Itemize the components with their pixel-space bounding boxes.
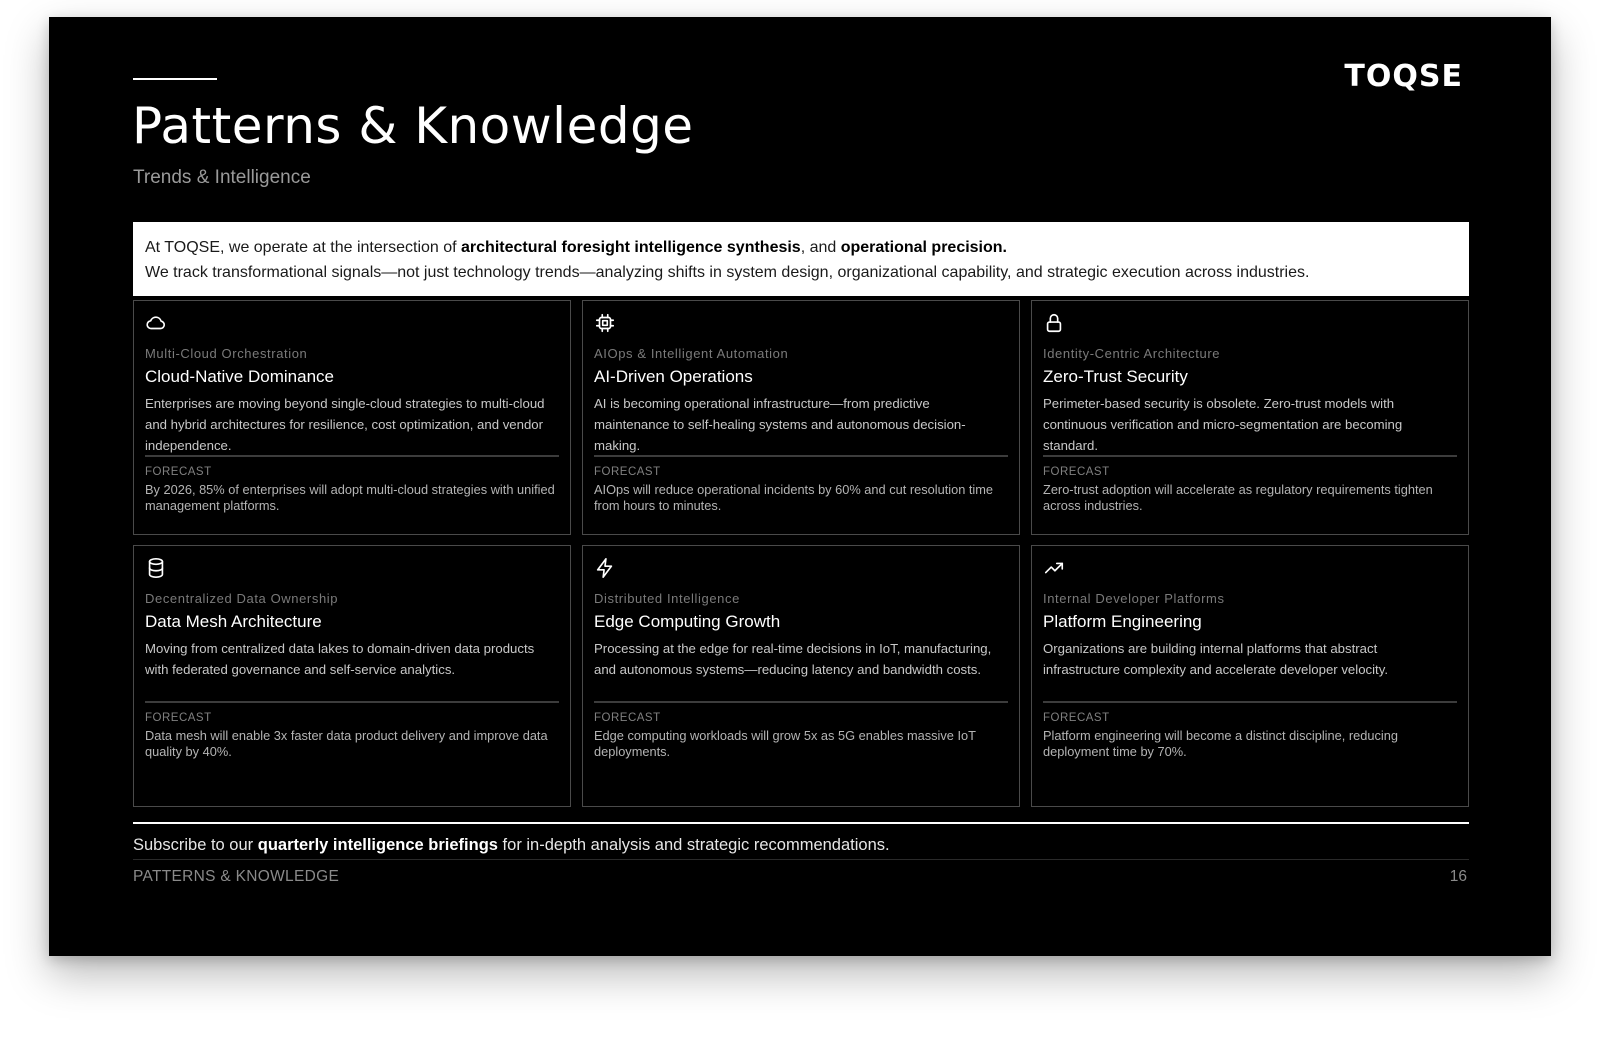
intro-line-2: We track transformational signals—not just technology trends—analyzing shifts in system design, organizational capability, and strategic execution across industries. bbox=[145, 264, 1310, 281]
forecast-text: AIOps will reduce operational incidents by 60% and cut resolution time from hours to minutes. bbox=[594, 482, 994, 513]
forecast-label: FORECAST bbox=[1043, 712, 1110, 724]
intro-highlight-precision: operational precision. bbox=[840, 239, 1007, 256]
card-title: Zero-Trust Security bbox=[1043, 367, 1188, 386]
trending-up-icon bbox=[1043, 557, 1065, 579]
forecast-text: Edge computing workloads will grow 5x as 5G enables massive IoT deployments. bbox=[594, 728, 976, 759]
brand-logo: TOQSE bbox=[1344, 59, 1463, 94]
forecast-text: Platform engineering will become a distinct discipline, reducing deployment time by 70%. bbox=[1043, 728, 1398, 759]
card-category: Identity-Centric Architecture bbox=[1043, 346, 1221, 361]
forecast-text: Data mesh will enable 3x faster data product delivery and improve data quality by 40%. bbox=[145, 728, 548, 759]
lightning-icon bbox=[594, 557, 616, 579]
card-title: Data Mesh Architecture bbox=[145, 612, 322, 631]
trend-card-platform-engineering bbox=[1031, 545, 1469, 807]
card-forecast bbox=[145, 455, 559, 523]
card-category: Internal Developer Platforms bbox=[1043, 591, 1225, 606]
card-category: Multi-Cloud Orchestration bbox=[145, 346, 308, 361]
card-description: Processing at the edge for real-time decisions in IoT, manufacturing, and autonomous systems—reducing latency and bandwidth costs. bbox=[594, 641, 992, 677]
card-category: Distributed Intelligence bbox=[594, 591, 740, 606]
subscribe-suffix: for in-depth analysis and strategic recommendations. bbox=[497, 836, 890, 854]
trend-card-data-mesh bbox=[133, 545, 571, 807]
cloud-icon bbox=[145, 312, 167, 334]
subscribe-cta bbox=[133, 836, 890, 855]
forecast-text: Zero-trust adoption will accelerate as regulatory requirements tighten across industries. bbox=[1043, 482, 1433, 513]
forecast-label: FORECAST bbox=[145, 712, 212, 724]
intro-highlight-foresight: architectural foresight bbox=[461, 239, 630, 256]
card-description: Organizations are building internal platforms that abstract infrastructure complexity and accelerate developer velocity. bbox=[1043, 641, 1388, 677]
forecast-label: FORECAST bbox=[594, 466, 661, 478]
intro-sep-2: , and bbox=[800, 239, 841, 256]
footer-thin-divider bbox=[133, 859, 1469, 860]
card-description: Enterprises are moving beyond single-cloud strategies to multi-cloud and hybrid architectures for resilience, cost optimization, and vendor independence. bbox=[145, 396, 545, 453]
card-description: Moving from centralized data lakes to domain-driven data products with federated governance and self-service analytics. bbox=[145, 641, 535, 677]
subscribe-prefix: Subscribe to our bbox=[133, 836, 258, 854]
card-forecast bbox=[1043, 455, 1457, 523]
card-forecast bbox=[594, 701, 1008, 795]
database-icon bbox=[145, 557, 167, 579]
card-forecast bbox=[145, 701, 559, 795]
forecast-text: By 2026, 85% of enterprises will adopt multi-cloud strategies with unified management platforms. bbox=[145, 482, 555, 513]
intro-prefix: At TOQSE, we operate at the intersection of bbox=[145, 239, 462, 256]
cpu-icon bbox=[594, 312, 616, 334]
section-label: PATTERNS & KNOWLEDGE bbox=[133, 868, 340, 885]
intro-highlight-synthesis: intelligence synthesis bbox=[634, 239, 801, 256]
card-title: Edge Computing Growth bbox=[594, 612, 781, 631]
card-title: Platform Engineering bbox=[1043, 612, 1202, 631]
card-description: Perimeter-based security is obsolete. Zero-trust models with continuous verification and micro-segmentation are becoming standard. bbox=[1043, 396, 1403, 453]
forecast-label: FORECAST bbox=[1043, 466, 1110, 478]
slide bbox=[49, 17, 1551, 956]
subscribe-link[interactable]: quarterly intelligence briefings bbox=[257, 836, 498, 854]
trend-card-ai-operations bbox=[582, 300, 1020, 535]
lock-icon bbox=[1043, 312, 1065, 334]
card-description: AI is becoming operational infrastructure—from predictive maintenance to self-healing systems and autonomous decision-making. bbox=[594, 396, 966, 453]
card-title: Cloud-Native Dominance bbox=[145, 367, 334, 386]
trend-card-cloud-native bbox=[133, 300, 571, 535]
card-forecast bbox=[594, 455, 1008, 523]
title-accent-line bbox=[133, 78, 217, 80]
intro-line-1 bbox=[145, 235, 1457, 260]
page-title: Patterns & Knowledge bbox=[132, 97, 694, 155]
intro-box bbox=[133, 222, 1469, 296]
trend-card-zero-trust bbox=[1031, 300, 1469, 535]
card-title: AI-Driven Operations bbox=[594, 367, 753, 386]
card-forecast bbox=[1043, 701, 1457, 795]
page-number: 16 bbox=[1449, 868, 1467, 885]
footer-divider bbox=[133, 822, 1469, 824]
card-category: AIOps & Intelligent Automation bbox=[594, 346, 789, 361]
forecast-label: FORECAST bbox=[594, 712, 661, 724]
trend-cards-grid bbox=[133, 300, 1469, 807]
page-subtitle: Trends & Intelligence bbox=[133, 167, 311, 188]
forecast-label: FORECAST bbox=[145, 466, 212, 478]
card-category: Decentralized Data Ownership bbox=[145, 591, 339, 606]
trend-card-edge-computing bbox=[582, 545, 1020, 807]
